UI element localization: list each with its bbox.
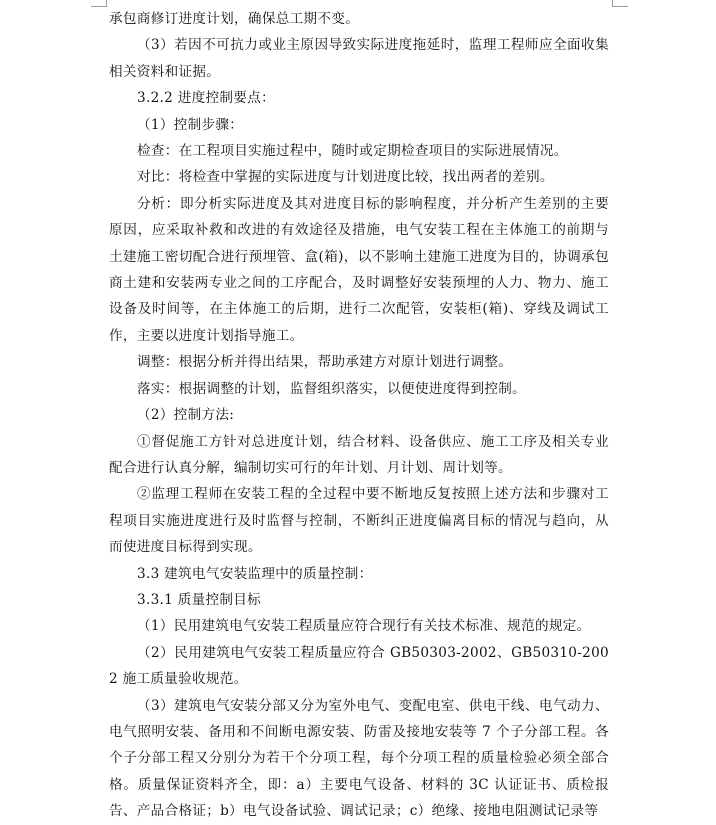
- paragraph-method-2: ②监理工程师在安装工程的全过程中要不断地反复按照上述方法和步骤对工程项目实施进度进行及时监督与控制，不断纠正进度偏离目标的情况与趋向，从而使进度目标得到实现。: [109, 486, 609, 556]
- section-heading-3-3-1: 3.3.1 质量控制目标: [137, 591, 262, 608]
- paragraph-adjust: 调整：根据分析并得出结果，帮助承建方对原计划进行调整。: [137, 354, 513, 371]
- crop-mark-top-right-vertical: [612, 0, 613, 7]
- paragraph-continuation: 承包商修订进度计划，确保总工期不变。: [109, 11, 360, 27]
- paragraph-quality-1: （1）民用建筑电气安装工程质量应符合现行有关技术标准、规范的规定。: [137, 618, 591, 635]
- document-body: [109, 6, 609, 825]
- paragraph-method-1: ①督促施工方针对总进度计划，结合材料、设备供应、施工工序及相关专业配合进行认真分解，编制切实可行的年计划、月计划、周计划等。: [109, 433, 609, 476]
- section-heading-3-2-2: 3.2.2 进度控制要点：: [137, 90, 275, 107]
- subheading-control-methods: （2）控制方法:: [137, 407, 235, 424]
- paragraph-check: 检查：在工程项目实施过程中，随时或定期检查项目的实际进展情况。: [137, 143, 568, 160]
- paragraph-quality-3: （3）建筑电气安装分部又分为室外电气、变配电室、供电干线、电气动力、电气照明安装、备用和不间断电源安装、防雷及接地安装等 7 个子分部工程。各个子分部工程又分别分为若干个分项工程，每个分项工程的质量检验必须全部合格。质量保证资料齐全，即：a）主要电气设备、材料的 3C 认证证书、质检报告、产品合格证；b）电气设备试验、调试记录；c）绝缘、接地电阻测试记录等: [109, 697, 609, 820]
- paragraph-analysis: 分析：即分析实际进度及其对进度目标的影响程度，并分析产生差别的主要原因，应采取补救和改进的有效途径及措施，电气安装工程在主体施工的前期与土建施工密切配合进行预埋管、盒(箱)，以不影响土建施工进度为目的，协调承包商土建和安装两专业之间的工序配合，及时调整好安装预埋的人力、物力、施工设备及时间等，在主体施工的后期，进行二次配管，安装柜(箱)、穿线及调试工作，主要以进度计划指导施工。: [109, 195, 609, 344]
- paragraph-compare: 对比：将检查中掌握的实际进度与计划进度比较，找出两者的差别。: [137, 169, 554, 186]
- crop-mark-top-left-horizontal: [91, 6, 107, 7]
- paragraph-quality-2: （2）民用建筑电气安装工程质量应符合 GB50303-2002、GB50310-2002 施工质量验收规范。: [109, 644, 609, 688]
- crop-mark-top-right-horizontal: [612, 6, 628, 7]
- subheading-control-steps: （1）控制步骤：: [137, 116, 244, 133]
- paragraph-force-majeure: （3）若因不可抗力或业主原因导致实际进度拖延时，监理工程师应全面收集相关资料和证据。: [109, 37, 609, 80]
- crop-mark-top-left-vertical: [106, 0, 107, 7]
- section-heading-3-3: 3.3 建筑电气安装监理中的质量控制：: [137, 565, 373, 582]
- paragraph-implement: 落实：根据调整的计划，监督组织落实，以便使进度得到控制。: [137, 380, 527, 397]
